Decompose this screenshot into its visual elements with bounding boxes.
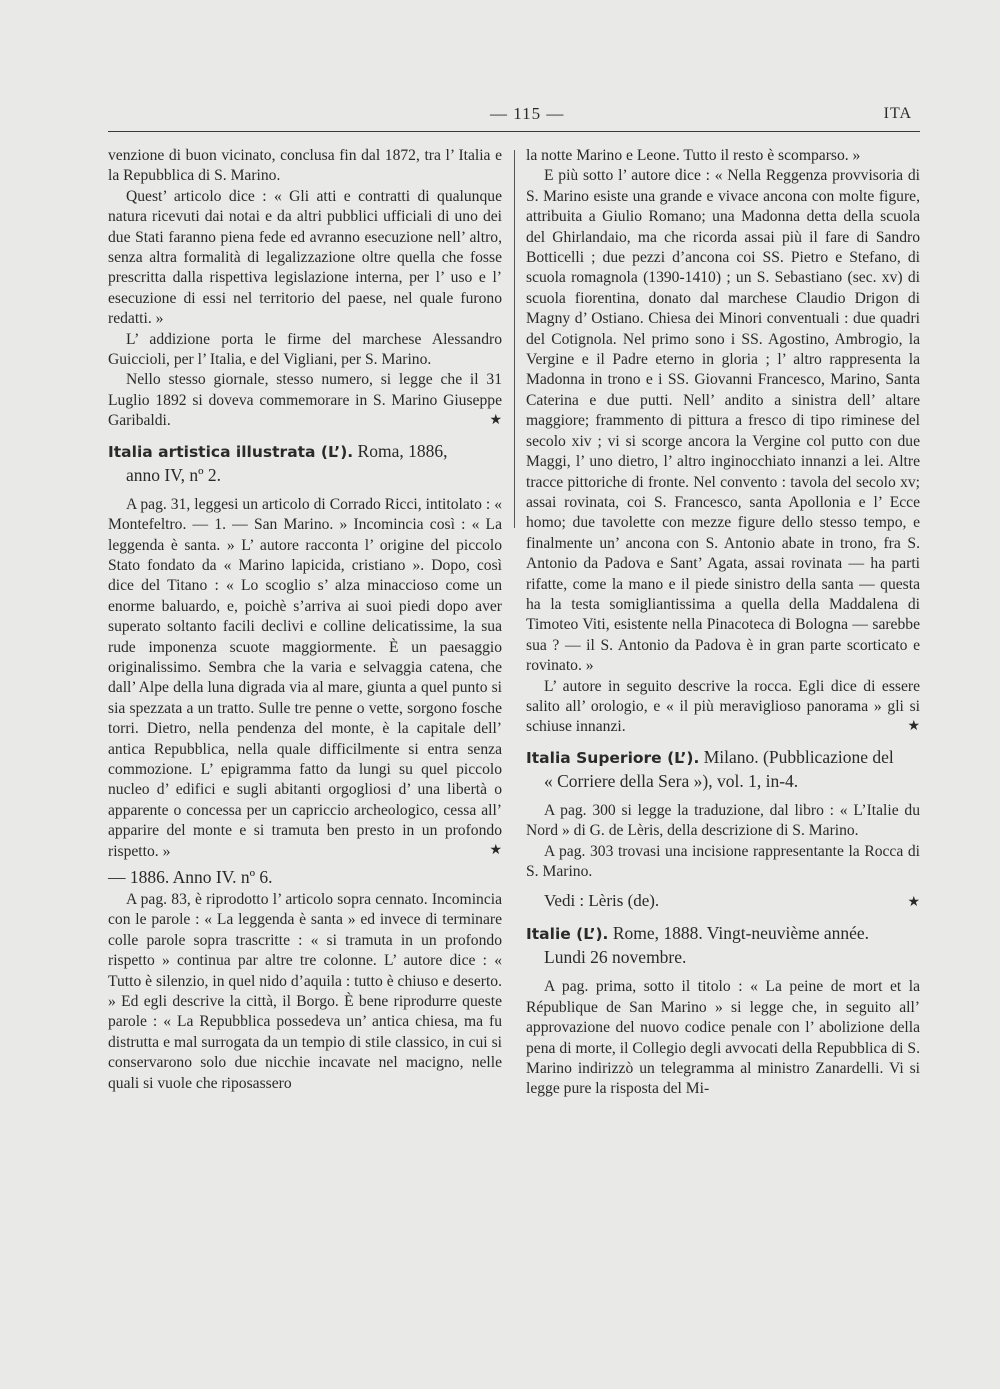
star-ornament: ★	[907, 895, 920, 911]
paragraph: la notte Marino e Leone. Tutto il resto è scomparso. »	[526, 147, 861, 164]
star-ornament: ★	[907, 718, 920, 734]
see-also: Vedi : Lèris (de).	[544, 891, 660, 911]
paragraph: Quest’ articolo dice : « Gli atti e contratti di qualunque natura ricevuti dai notai e da altri pubblici ufficiali di uno dei due Stati faranno piena fede ed avranno esecuzione nell’ altro, senza altra formalità di legalizzazione oltre quella che fosse prescritta dalla rispettiva legislazione interna, per l’ uso e l’ esecuzione di essi nel territorio del paese, nel quale furono redatti. »	[108, 187, 502, 328]
right-column	[526, 146, 920, 1100]
issue-heading: — 1886. Anno IV. nº 6.	[108, 867, 273, 887]
entry-label: Italie (L’).	[526, 925, 609, 944]
paragraph: A pag. 303 trovasi una incisione rappresentante la Rocca di S. Marino.	[526, 842, 920, 880]
paragraph: L’ addizione porta le firme del marchese Alessandro Guiccioli, per l’ Italia, e del Vigliani, per S. Marino.	[108, 330, 502, 369]
entry-details-cont: « Corriere della Sera »), vol. 1, in-4.	[544, 770, 799, 791]
paragraph: E più sotto l’ autore dice : « Nella Reggenza provvisoria di S. Marino esiste una grande e vivace ancona con molte figure, attribuita a Giulio Romano; una Madonna detta della scuola del Ghirlandaio, ma che ricorda assai più il fare di Sandro Botticelli ; due pezzi d’ancona coi SS. Pietro e Stefano, di scuola romagnola (1390-1410) ; un S. Sebastiano (sec. xv) di scuola fiorentina, donato dal marchese Claudio Drigon di Magny d’ Ostiano. Chiesa dei Minori conventuali : due quadri del Cotignola. Nel primo sono i SS. Agostino, Ambrogio, la Vergine e il Padre eterno in gloria ; l’ altro rappresenta la Madonna in trono e i SS. Giovanni Francesco, Marino, Santa Caterina e due putti. Nell’ andito a sinistra dell’ altare maggiore; frammento di pittura a fresco di tipo riminese del secolo xiv ; vi si scorge ancora la Vergine col putto con due Maggi, l’ uno dietro, l’ altro inginocchiato innanzi a lei. Altre tracce pittoriche di fronte. Nel convento : tavola del secolo xv; assai rovinata, coi S. Francesco, santa Apollonia e l’ Ecce homo; due tavolette con mezze figure dello stesso tempo, e finalmente un’ ancona con S. Antonio abate in trono, fra S. Antonio da Padova e Sant’ Agata, assai rovinata — ha parti rifatte, come la mano e il piede sinistro della santa — questa ha la testa somigliantissima a quella della Maddalena di Timoteo Viti, esistente nella Pinacoteca di Bologna — sarebbe sua ? — il S. Antonio da Padova è in gran parte scorticato e rovinato. »	[526, 167, 920, 675]
entry-title	[526, 922, 920, 969]
entry-title	[526, 746, 920, 793]
paragraph: A pag. 31, leggesi un articolo di Corrado Ricci, intitolato : « Montefeltro. — 1. — San Marino. » Incomincia così : « La leggenda è santa. » L’ autore racconta l’ origine del piccolo Stato fondato da « Marino lapicida, cristiano ». Dopo, così dice del Titano : « Lo scoglio s’ alza minaccioso come un enorme baluardo, e, poichè s’arriva ai suoi piedi dopo aver superato soltanto facili declivi e colline delicatissime, la sua rude imponenza scuote maggiormente. È un paesaggio originalissimo. Sembra che la varia e selvaggia catena, che dall’ Alpe della luna digrada via al mare, giunta a quel punto si sia spezzata a un tratto. Sulle tre penne o vette, sorgono fosche torri. Dietro, nella pendenza del monte, è la capitale dell’ antica Repubblica, nella quale difficilmente si entra senza commozione. L’ epigramma fatto da lungi su quel piccolo nucleo d’ edifici e sugli abitanti orgogliosi d’ una libertà o apparente o concessa per un capriccio archeologico, cessa all’ apparire del monte e si tramuta ben presto in un profondo rispetto. »	[108, 495, 502, 860]
column-divider	[514, 150, 515, 528]
entry-label: Italia artistica illustrata (L’).	[108, 442, 354, 461]
left-column	[108, 146, 502, 1094]
paragraph: A pag. 300 si legge la traduzione, dal libro : « L’Italie du Nord » di G. de Lèris, della descrizione di S. Marino.	[526, 801, 920, 840]
entry-title	[108, 440, 502, 487]
star-ornament: ★	[489, 412, 502, 428]
paragraph: A pag. 83, è riprodotto l’ articolo sopra cennato. Incomincia con le parole : « La leggenda è santa » ed invece di terminare colle parole sopra trascritte : « si tramuta in un profondo rispetto » continua par altre tre colonne. L’ autore dice : « Tutto è silenzio, in quel nido d’aquila : tutto è chiuso e deserto. » Ed egli descrive la città, il Borgo. È bene riprodurre queste parole : « La Repubblica possedeva un’ antica chiesa, ma fu distrutta e mal surrogata da un tempio di stile classico, in cui si conservarono solo due nicchie incavate nel macigno, nelle quali si vuole che riposassero	[108, 891, 502, 1092]
entry-details: Milano. (Pubblicazione del	[703, 746, 894, 767]
entry-details: Rome, 1888. Vingt-neuvième année.	[612, 923, 870, 944]
entry-details: Roma, 1886,	[357, 440, 448, 461]
header-rule	[108, 131, 920, 132]
paragraph: A pag. prima, sotto il titolo : « La peine de mort et la République de San Marino » si legge che, in seguito all’ approvazione del nuovo codice penale con l’ abolizione della pena di morte, il Collegio degli avvocati della Repubblica di S. Marino indirizzò un telegramma al ministro Zanardelli. Vi si legge pure la risposta del Mi-	[526, 978, 920, 1098]
page-header	[108, 100, 920, 136]
star-ornament: ★	[489, 843, 502, 858]
running-head: ITA	[883, 105, 912, 122]
page-number: — 115 —	[490, 104, 565, 123]
paragraph: L’ autore in seguito descrive la rocca. Egli dice di essere salito all’ orologio, e « il più meraviglioso panorama » gli si schiuse innanzi.	[526, 677, 920, 736]
entry-details-cont: Lundi 26 novembre.	[544, 947, 687, 968]
entry-label: Italia Superiore (L’).	[526, 748, 700, 767]
paragraph: venzione di buon vicinato, conclusa fin dal 1872, tra l’ Italia e la Repubblica di S. Marino.	[108, 147, 502, 185]
entry-details-cont: anno IV, nº 2.	[126, 464, 222, 485]
paragraph: Nello stesso giornale, stesso numero, si legge che il 31 Luglio 1892 si doveva commemorare in S. Marino Giuseppe Garibaldi.	[108, 371, 502, 430]
